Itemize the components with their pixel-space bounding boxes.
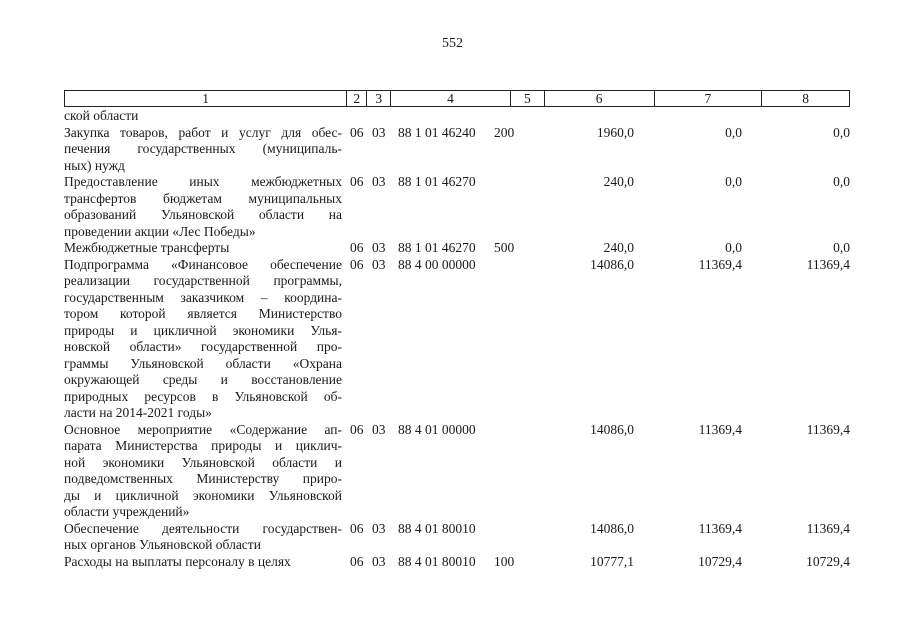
subsection-code: 03 <box>372 421 386 437</box>
table-row <box>64 554 864 571</box>
row-description <box>64 125 342 175</box>
description-line: Подпрограмма «Финансовое обеспечение <box>64 256 342 272</box>
amount-col-8: 0,0 <box>833 124 850 140</box>
subsection-code: 03 <box>372 520 386 536</box>
description-line: печения государственных (муниципаль- <box>64 141 342 156</box>
amount-col-8: 11369,4 <box>806 256 850 272</box>
table-body <box>64 108 864 570</box>
table-row <box>64 174 864 240</box>
header-col-4: 4 <box>391 91 511 106</box>
table-row <box>64 257 864 422</box>
amount-col-8: 11369,4 <box>806 421 850 437</box>
description-line: ской области <box>64 108 139 123</box>
row-description <box>64 554 342 571</box>
table-row <box>64 521 864 554</box>
amount-col-7: 11369,4 <box>698 520 742 536</box>
table-header <box>64 90 850 107</box>
target-article-code: 88 1 01 46270 <box>398 174 476 189</box>
target-article-code: 88 1 01 46270 <box>398 240 476 255</box>
description-line: Расходы на выплаты персоналу в целях <box>64 553 291 569</box>
target-article-code: 88 4 01 80010 <box>398 553 476 569</box>
description-line: новской области» государственной про- <box>64 339 342 354</box>
target-article-code: 88 4 01 80010 <box>398 520 476 536</box>
header-col-6: 6 <box>545 91 655 106</box>
description-line: подведомственных Министерству приро- <box>64 471 342 486</box>
amount-col-8: 10729,4 <box>806 553 850 569</box>
description-line: Предоставление иных межбюджетных <box>64 174 342 189</box>
header-col-2: 2 <box>347 91 367 106</box>
section-code: 06 <box>350 256 364 272</box>
amount-col-6: 14086,0 <box>590 421 634 437</box>
amount-col-8: 0,0 <box>833 174 850 189</box>
header-col-1: 1 <box>65 91 347 106</box>
description-line: проведении акции «Лес Победы» <box>64 223 256 239</box>
description-line: области учреждений» <box>64 504 190 519</box>
amount-col-6: 14086,0 <box>590 520 634 536</box>
description-line: природных ресурсов в Ульяновской об- <box>64 388 342 404</box>
description-line: ных органов Ульяновской области <box>64 537 261 552</box>
description-line: тором которой является Министерство <box>64 306 342 321</box>
amount-col-7: 11369,4 <box>698 421 742 437</box>
table-row <box>64 422 864 521</box>
amount-col-6: 1960,0 <box>596 124 634 140</box>
description-line: парата Министерства природы и циклич- <box>64 438 342 453</box>
amount-col-6: 14086,0 <box>590 256 634 272</box>
row-description <box>64 521 342 554</box>
header-col-7: 7 <box>655 91 763 106</box>
description-line: окружающей среды и восстановление <box>64 372 342 387</box>
table-row <box>64 240 864 257</box>
description-line: ласти на 2014-2021 годы» <box>64 405 212 420</box>
amount-col-6: 240,0 <box>603 240 634 255</box>
amount-col-7: 0,0 <box>725 174 742 189</box>
section-code: 06 <box>350 553 364 569</box>
table-row <box>64 125 864 175</box>
amount-col-6: 10777,1 <box>590 553 634 569</box>
description-line: государственным заказчиком – координа- <box>64 289 342 305</box>
description-line: Обеспечение деятельности государствен- <box>64 520 342 536</box>
description-line: Межбюджетные трансферты <box>64 240 230 255</box>
description-line: реализации государственной программы, <box>64 273 342 288</box>
row-description <box>64 174 342 240</box>
amount-col-7: 11369,4 <box>698 256 742 272</box>
subsection-code: 03 <box>372 124 386 140</box>
subsection-code: 03 <box>372 256 386 272</box>
target-article-code: 88 4 00 00000 <box>398 256 476 272</box>
description-line: ды и цикличной экономики Ульяновской <box>64 487 342 503</box>
description-line: ной экономики Ульяновской области и <box>64 454 342 470</box>
table-row <box>64 108 864 125</box>
section-code: 06 <box>350 240 364 255</box>
target-article-code: 88 4 01 00000 <box>398 421 476 437</box>
section-code: 06 <box>350 421 364 437</box>
description-line: трансфертов бюджетам муниципальных <box>64 190 342 206</box>
page-number: 552 <box>442 36 463 51</box>
description-line: граммы Ульяновской области «Охрана <box>64 355 342 371</box>
section-code: 06 <box>350 520 364 536</box>
expense-type-code: 100 <box>494 553 515 569</box>
description-line: Закупка товаров, работ и услуг для обес- <box>64 124 342 140</box>
row-description <box>64 240 342 257</box>
amount-col-8: 11369,4 <box>806 520 850 536</box>
header-col-3: 3 <box>367 91 391 106</box>
description-line: природы и цикличной экономики Улья- <box>64 322 342 338</box>
amount-col-8: 0,0 <box>833 240 850 255</box>
amount-col-7: 0,0 <box>725 124 742 140</box>
subsection-code: 03 <box>372 553 386 569</box>
amount-col-7: 10729,4 <box>698 553 742 569</box>
row-description <box>64 422 342 521</box>
amount-col-7: 0,0 <box>725 240 742 255</box>
header-col-8: 8 <box>802 91 809 106</box>
row-description <box>64 108 342 125</box>
section-code: 06 <box>350 124 364 140</box>
description-line: образований Ульяновской области на <box>64 207 342 222</box>
section-code: 06 <box>350 174 364 189</box>
subsection-code: 03 <box>372 174 386 189</box>
header-col-5: 5 <box>511 91 545 106</box>
amount-col-6: 240,0 <box>603 174 634 189</box>
target-article-code: 88 1 01 46240 <box>398 124 476 140</box>
description-line: ных) нужд <box>64 157 125 173</box>
description-line: Основное мероприятие «Содержание ап- <box>64 421 342 437</box>
expense-type-code: 200 <box>494 124 515 140</box>
row-description <box>64 257 342 422</box>
expense-type-code: 500 <box>494 240 515 255</box>
subsection-code: 03 <box>372 240 386 255</box>
